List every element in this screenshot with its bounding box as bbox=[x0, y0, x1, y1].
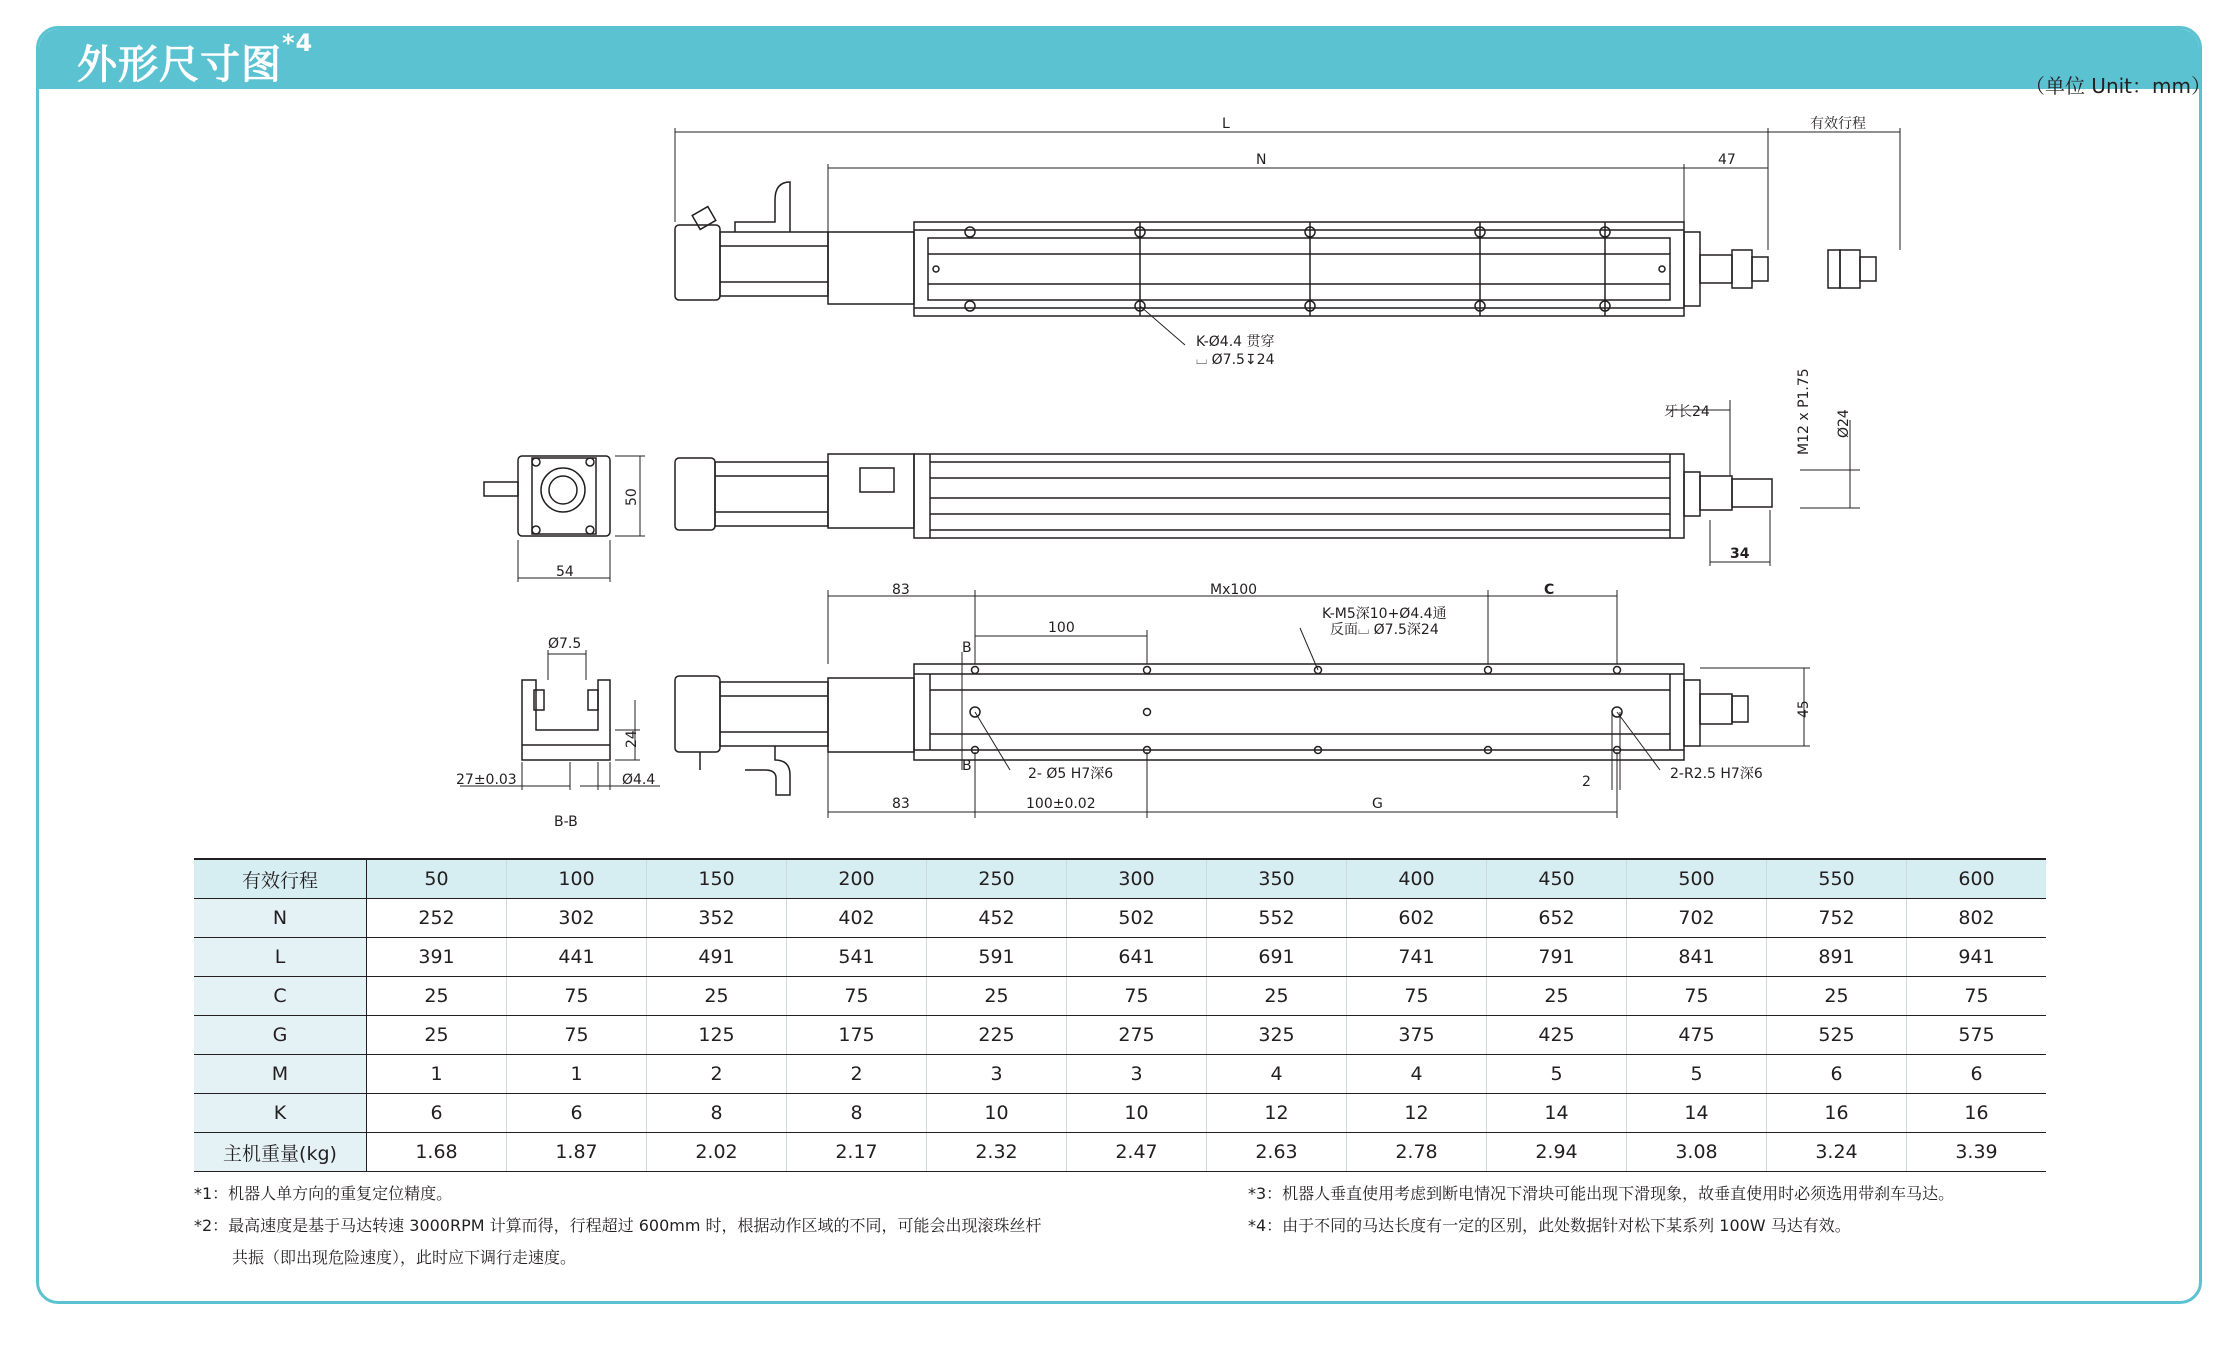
table-cell: 175 bbox=[787, 1016, 927, 1055]
row-header: 主机重量(kg) bbox=[194, 1133, 367, 1172]
table-cell: 552 bbox=[1207, 899, 1347, 938]
table-cell: 5 bbox=[1627, 1055, 1767, 1094]
table-cell: 6 bbox=[367, 1094, 507, 1133]
table-cell: 891 bbox=[1767, 938, 1907, 977]
dim-45: 45 bbox=[1796, 700, 1812, 718]
table-cell: 2.94 bbox=[1487, 1133, 1627, 1172]
spec-table bbox=[194, 858, 2046, 1172]
row-header: L bbox=[194, 938, 367, 977]
dim-L: L bbox=[1222, 116, 1230, 132]
table-cell: 252 bbox=[367, 899, 507, 938]
row-header: N bbox=[194, 899, 367, 938]
table-cell: 450 bbox=[1487, 859, 1627, 899]
table-cell: 525 bbox=[1767, 1016, 1907, 1055]
dim-stroke: 有效行程 bbox=[1810, 116, 1866, 132]
table-row bbox=[194, 859, 2046, 899]
table-cell: 4 bbox=[1207, 1055, 1347, 1094]
table-row bbox=[194, 1016, 2046, 1055]
row-header: K bbox=[194, 1094, 367, 1133]
table-cell: 3.39 bbox=[1907, 1133, 2047, 1172]
table-cell: 352 bbox=[647, 899, 787, 938]
pin-hole-note: 2- Ø5 H7深6 bbox=[1028, 766, 1114, 782]
table-cell: 791 bbox=[1487, 938, 1627, 977]
k-m5-back: 反面⌴ Ø7.5深24 bbox=[1330, 622, 1439, 638]
table-cell: 25 bbox=[927, 977, 1067, 1016]
note-2: *2：最高速度是基于马达转速 3000RPM 计算而得，行程超过 600mm 时，根据动作区域的不同，可能会出现滚珠丝杆 bbox=[194, 1216, 1042, 1235]
table-cell: 25 bbox=[1207, 977, 1347, 1016]
table-row bbox=[194, 1133, 2046, 1172]
table-cell: 500 bbox=[1627, 859, 1767, 899]
table-cell: 6 bbox=[1767, 1055, 1907, 1094]
table-cell: 75 bbox=[507, 1016, 647, 1055]
table-cell: 125 bbox=[647, 1016, 787, 1055]
table-cell: 25 bbox=[367, 1016, 507, 1055]
table-cell: 75 bbox=[1067, 977, 1207, 1016]
table-cell: 3 bbox=[927, 1055, 1067, 1094]
table-cell: 75 bbox=[507, 977, 647, 1016]
table-cell: 541 bbox=[787, 938, 927, 977]
dim-100-tol: 100±0.02 bbox=[1026, 796, 1096, 812]
dim-N: N bbox=[1256, 152, 1267, 168]
table-cell: 2.17 bbox=[787, 1133, 927, 1172]
dim-27: 27±0.03 bbox=[456, 772, 517, 788]
table-cell: 641 bbox=[1067, 938, 1207, 977]
table-cell: 375 bbox=[1347, 1016, 1487, 1055]
table-cell: 2 bbox=[787, 1055, 927, 1094]
table-cell: 325 bbox=[1207, 1016, 1347, 1055]
table-cell: 225 bbox=[927, 1016, 1067, 1055]
table-cell: 2.02 bbox=[647, 1133, 787, 1172]
dim-d4-4: Ø4.4 bbox=[622, 772, 656, 788]
dim-34: 34 bbox=[1730, 546, 1750, 562]
table-cell: 150 bbox=[647, 859, 787, 899]
section-label-bb: B-B bbox=[554, 814, 578, 830]
table-row bbox=[194, 1055, 2046, 1094]
table-cell: 50 bbox=[367, 859, 507, 899]
table-cell: 302 bbox=[507, 899, 647, 938]
table-cell: 741 bbox=[1347, 938, 1487, 977]
table-row bbox=[194, 977, 2046, 1016]
dim-d7-5: Ø7.5 bbox=[548, 636, 582, 652]
dimension-labels bbox=[456, 116, 1866, 830]
notes-left bbox=[194, 1178, 1042, 1274]
row-header: 有效行程 bbox=[194, 859, 367, 899]
table-cell: 475 bbox=[1627, 1016, 1767, 1055]
table-row bbox=[194, 899, 2046, 938]
table-cell: 350 bbox=[1207, 859, 1347, 899]
table-cell: 25 bbox=[367, 977, 507, 1016]
table-cell: 2.47 bbox=[1067, 1133, 1207, 1172]
unit-note: （单位 Unit：mm） bbox=[2024, 74, 2211, 98]
table-cell: 16 bbox=[1907, 1094, 2047, 1133]
table-cell: 8 bbox=[787, 1094, 927, 1133]
note-2-cont: 共振（即出现危险速度），此时应下调行走速度。 bbox=[232, 1248, 577, 1267]
table-cell: 441 bbox=[507, 938, 647, 977]
table-cell: 702 bbox=[1627, 899, 1767, 938]
slot-hole-note: 2-R2.5 H7深6 bbox=[1670, 766, 1763, 782]
table-cell: 2.63 bbox=[1207, 1133, 1347, 1172]
mount-holes-bottom bbox=[970, 667, 1622, 754]
table-cell: 1 bbox=[507, 1055, 647, 1094]
table-cell: 491 bbox=[647, 938, 787, 977]
table-cell: 6 bbox=[507, 1094, 647, 1133]
dim-g: G bbox=[1372, 796, 1383, 812]
table-cell: 2.78 bbox=[1347, 1133, 1487, 1172]
mount-holes-top bbox=[933, 227, 1665, 311]
table-cell: 602 bbox=[1347, 899, 1487, 938]
row-header: G bbox=[194, 1016, 367, 1055]
table-cell: 2 bbox=[647, 1055, 787, 1094]
dim-24-side: 24 bbox=[624, 730, 640, 748]
table-cell: 10 bbox=[1067, 1094, 1207, 1133]
top-view bbox=[675, 128, 1900, 345]
table-cell: 3 bbox=[1067, 1055, 1207, 1094]
table-cell: 3.24 bbox=[1767, 1133, 1907, 1172]
dim-100: 100 bbox=[1048, 620, 1075, 636]
table-cell: 14 bbox=[1487, 1094, 1627, 1133]
dim-2: 2 bbox=[1582, 774, 1591, 790]
table-cell: 600 bbox=[1907, 859, 2047, 899]
dim-47: 47 bbox=[1718, 152, 1736, 168]
table-cell: 12 bbox=[1347, 1094, 1487, 1133]
table-cell: 591 bbox=[927, 938, 1067, 977]
table-cell: 5 bbox=[1487, 1055, 1627, 1094]
table-cell: 25 bbox=[647, 977, 787, 1016]
table-row bbox=[194, 938, 2046, 977]
table-cell: 3.08 bbox=[1627, 1133, 1767, 1172]
table-cell: 2.32 bbox=[927, 1133, 1067, 1172]
table-cell: 452 bbox=[927, 899, 1067, 938]
side-view bbox=[484, 400, 1860, 582]
note-1: *1：机器人单方向的重复定位精度。 bbox=[194, 1184, 453, 1203]
table-cell: 575 bbox=[1907, 1016, 2047, 1055]
table-cell: 25 bbox=[1487, 977, 1627, 1016]
row-header: C bbox=[194, 977, 367, 1016]
table-cell: 550 bbox=[1767, 859, 1907, 899]
table-cell: 75 bbox=[1347, 977, 1487, 1016]
table-cell: 4 bbox=[1347, 1055, 1487, 1094]
table-cell: 300 bbox=[1067, 859, 1207, 899]
table-cell: 1 bbox=[367, 1055, 507, 1094]
table-cell: 691 bbox=[1207, 938, 1347, 977]
table-cell: 8 bbox=[647, 1094, 787, 1133]
note-4: *4：由于不同的马达长度有一定的区别，此处数据针对松下某系列 100W 马达有效。 bbox=[1248, 1216, 1851, 1235]
table-cell: 75 bbox=[1907, 977, 2047, 1016]
table-cell: 1.87 bbox=[507, 1133, 647, 1172]
table-cell: 12 bbox=[1207, 1094, 1347, 1133]
table-cell: 941 bbox=[1907, 938, 2047, 977]
thread-spec: M12 x P1.75 bbox=[1796, 368, 1812, 455]
table-cell: 802 bbox=[1907, 899, 2047, 938]
table-cell: 502 bbox=[1067, 899, 1207, 938]
row-header: M bbox=[194, 1055, 367, 1094]
table-cell: 391 bbox=[367, 938, 507, 977]
section-b-bottom: B bbox=[962, 758, 972, 774]
table-cell: 752 bbox=[1767, 899, 1907, 938]
table-cell: 400 bbox=[1347, 859, 1487, 899]
table-cell: 425 bbox=[1487, 1016, 1627, 1055]
table-cell: 16 bbox=[1767, 1094, 1907, 1133]
table-cell: 200 bbox=[787, 859, 927, 899]
table-row bbox=[194, 1094, 2046, 1133]
table-cell: 100 bbox=[507, 859, 647, 899]
table-cell: 10 bbox=[927, 1094, 1067, 1133]
dim-50: 50 bbox=[624, 488, 640, 506]
thread-length: 牙长24 bbox=[1664, 404, 1710, 420]
dim-83-bottom: 83 bbox=[892, 796, 910, 812]
table-cell: 841 bbox=[1627, 938, 1767, 977]
section-b-top: B bbox=[962, 640, 972, 656]
table-cell: 402 bbox=[787, 899, 927, 938]
table-cell: 250 bbox=[927, 859, 1067, 899]
table-cell: 25 bbox=[1767, 977, 1907, 1016]
note-3: *3：机器人垂直使用考虑到断电情况下滑块可能出现下滑现象，故垂直使用时必须选用带刹车马达。 bbox=[1248, 1184, 1955, 1203]
k-hole-note: K-Ø4.4 贯穿 bbox=[1196, 334, 1275, 350]
notes-right bbox=[1248, 1178, 1954, 1242]
table-cell: 75 bbox=[787, 977, 927, 1016]
table-cell: 275 bbox=[1067, 1016, 1207, 1055]
dim-d24: Ø24 bbox=[1836, 409, 1852, 438]
table-cell: 1.68 bbox=[367, 1133, 507, 1172]
table-cell: 652 bbox=[1487, 899, 1627, 938]
page-title: 外形尺寸图$^{*4}$ bbox=[77, 29, 314, 88]
table-cell: 75 bbox=[1627, 977, 1767, 1016]
table-cell: 6 bbox=[1907, 1055, 2047, 1094]
dim-54: 54 bbox=[556, 564, 574, 580]
dim-c: C bbox=[1544, 582, 1555, 598]
table-cell: 14 bbox=[1627, 1094, 1767, 1133]
dim-mx100: Mx100 bbox=[1210, 582, 1258, 598]
bottom-view bbox=[460, 590, 1810, 818]
k-m5-note: K-M5深10+Ø4.4通 bbox=[1322, 606, 1447, 622]
k-hole-counterbore: ⌴ Ø7.5↧24 bbox=[1196, 352, 1275, 368]
dim-83-top: 83 bbox=[892, 582, 910, 598]
